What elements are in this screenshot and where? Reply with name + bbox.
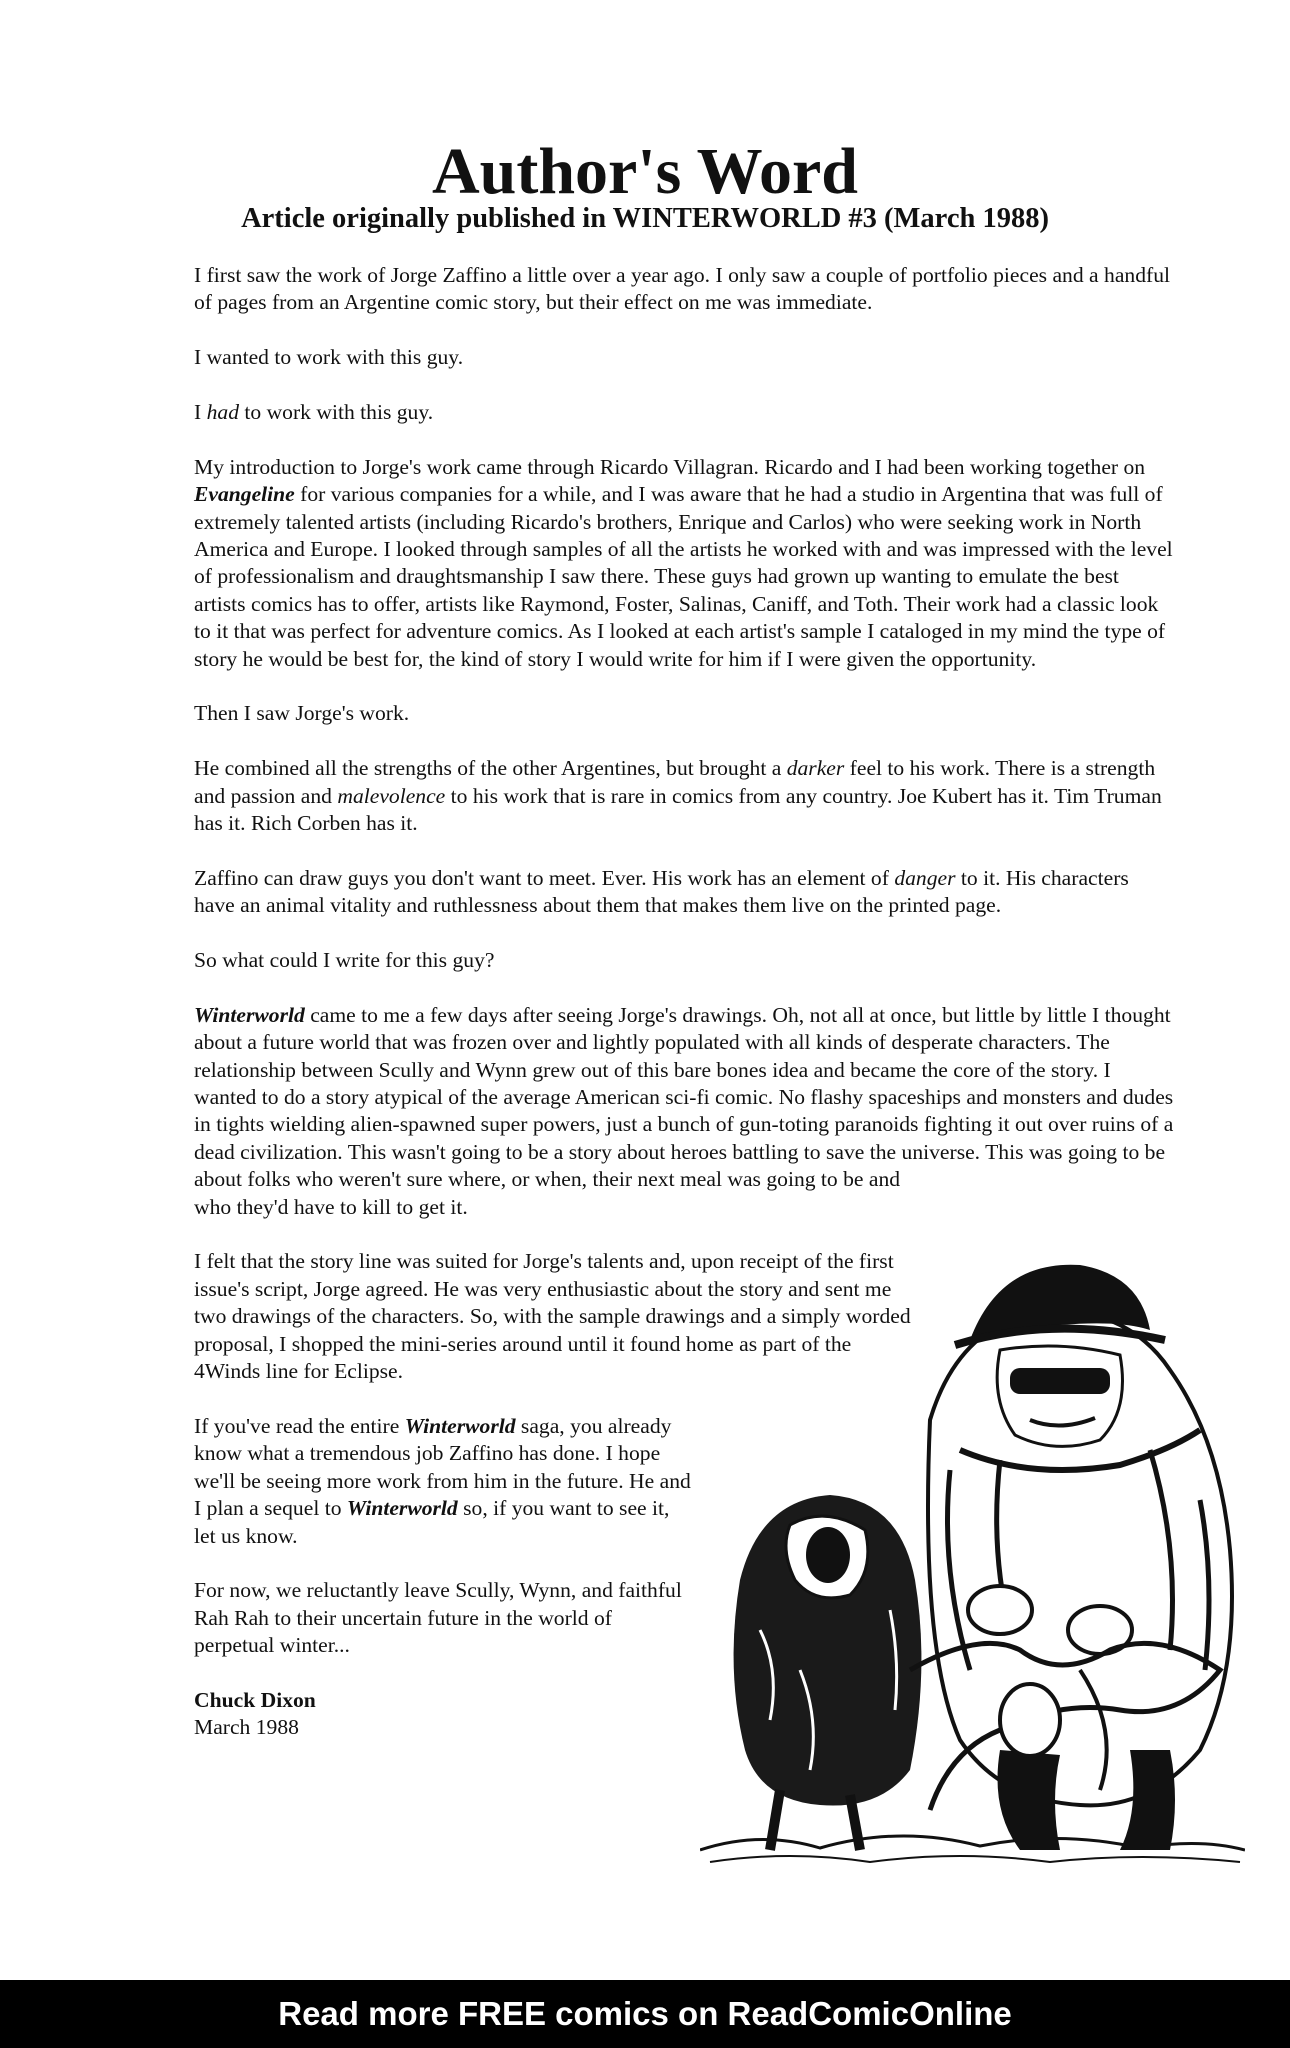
emphasis-darker: darker [786, 756, 845, 781]
text-run: came to me a few days after seeing Jorge's drawings. Oh, not all at once, but little by little I thought about a future world that was frozen over and lightly populated with all kinds of desperate characters. The relationship between Scully and Wynn grew out of this bare bones idea and became the core of the story. I wanted to do a story atypical of the average American sci-fi comic. No flashy spaceships and monsters and dudes in tights wielding alien-spawned super powers, just a bunch of gun-toting paranoids fighting it out over ruins of a dead civilization. This wasn't going to be a story about heroes battling to save the universe. This was going to be about folks who weren't sure where, or when, their next meal was going to be and [194, 1002, 1174, 1192]
title-winterworld: Winterworld [346, 1496, 458, 1521]
text-run: to his work that is rare in comics from any country. Joe Kubert has it. Tim Truman has it. Rich Corben has it. [194, 783, 1162, 836]
title-winterworld: Winterworld [404, 1413, 516, 1438]
emphasis-malevolence: malevolence [337, 783, 446, 808]
paragraph-9 [194, 1002, 1174, 1221]
paragraph-11 [194, 1413, 694, 1550]
paragraph-2: I wanted to work with this guy. [194, 345, 464, 370]
signature-name: Chuck Dixon [194, 1687, 316, 1712]
text-run: I [194, 400, 207, 424]
paragraph-5: Then I saw Jorge's work. [194, 701, 410, 726]
paragraph-1: I first saw the work of Jorge Zaffino a little over a year ago. I only saw a couple of portfolio pieces and a handful of pages from an Argentine comic story, but their effect on me was immediate. [194, 263, 1170, 315]
paragraph-4 [194, 454, 1174, 673]
footer-banner[interactable]: Read more FREE comics on ReadComicOnline [0, 1980, 1290, 2048]
emphasis-danger: danger [894, 865, 956, 890]
text-run: My introduction to Jorge's work came through Ricardo Villagran. Ricardo and I had been working together on [194, 454, 1146, 479]
emphasis-had: had [206, 400, 239, 424]
paragraph-3 [194, 399, 1174, 426]
text-run: who they'd have to kill to get it. [194, 1194, 468, 1219]
title-evangeline: Evangeline [194, 482, 295, 507]
page-title: Author's Word [431, 135, 859, 208]
text-run: Zaffino can draw guys you don't want to meet. Ever. His work has an element of [194, 865, 895, 890]
text-run: If you've read the entire [194, 1413, 405, 1438]
winter-characters-illustration [700, 1250, 1245, 1870]
paragraph-7 [194, 865, 1174, 920]
paragraph-8: So what could I write for this guy? [194, 948, 495, 973]
text-run: so, if you want to see it, let us know. [194, 1496, 670, 1548]
text-run: feel to his work. There is a strength and passion and [194, 756, 1156, 808]
paragraph-6 [194, 755, 1174, 837]
signature-date: March 1988 [194, 1715, 299, 1740]
paragraph-12: For now, we reluctantly leave Scully, Wynn, and faithful Rah Rah to their uncertain future in the world of perpetual winter... [194, 1578, 682, 1658]
text-run: saga, you already know what a tremendous job Zaffino has done. I hope we'll be seeing more work from him in the future. He and I plan a sequel to [194, 1413, 691, 1521]
text-run: for various companies for a while, and I was aware that he had a studio in Argentina that was full of extremely talented artists (including Ricardo's brothers, Enrique and Carlos) who were seeking work in North America and Europe. I looked through samples of all the artists he worked with and was impressed with the level of professionalism and draughtsmanship I saw there. These guys had grown up wanting to emulate the best artists comics has to offer, artists like Raymond, Foster, Salinas, Caniff, and Toth. Their work had a classic look to it that was perfect for adventure comics. As I looked at each artist's sample I cataloged in my mind the type of story he would be best for, the kind of story I would write for him if I were given the opportunity. [194, 482, 1173, 671]
page-subtitle: Article originally published in WINTERWORLD #3 (March 1988) [241, 203, 1049, 234]
text-run: to work with this guy. [238, 400, 434, 424]
signature [194, 1687, 694, 1742]
title-winterworld: Winterworld [194, 1002, 305, 1027]
text-run: He combined all the strengths of the other Argentines, but brought a [194, 756, 787, 781]
text-run: to it. His characters have an animal vitality and ruthlessness about them that makes them live on the printed page. [194, 865, 1129, 918]
paragraph-10: I felt that the story line was suited for Jorge's talents and, upon receipt of the first issue's script, Jorge agreed. He was very enthusiastic about the story and sent me two drawings of the characters. So, with the sample drawings and a simply worded proposal, I shopped the mini-series around until it found home as part of the 4Winds line for Eclipse. [194, 1249, 911, 1384]
